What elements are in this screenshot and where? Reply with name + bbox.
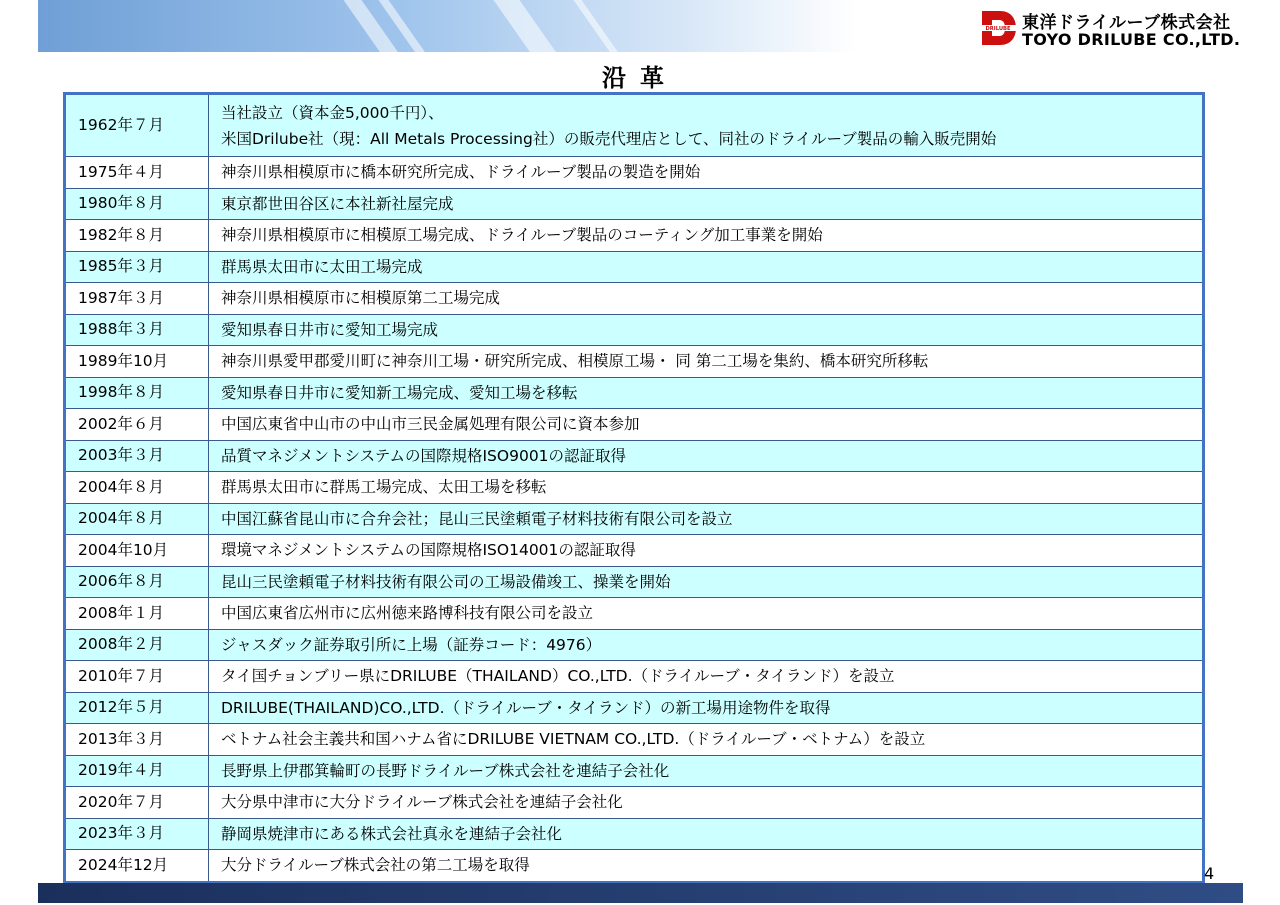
history-event-line: 昆山三民塗頼電子材料技術有限公司の工場設備竣工、操業を開始	[221, 572, 671, 591]
history-event	[209, 787, 1204, 819]
history-row	[65, 787, 1204, 819]
history-date: 2020年７月	[65, 787, 209, 819]
history-row	[65, 692, 1204, 724]
history-date: 2003年３月	[65, 440, 209, 472]
history-event-line: 大分県中津市に大分ドライルーブ株式会社を連結子会社化	[221, 793, 623, 812]
history-date: 2004年８月	[65, 503, 209, 535]
history-event	[209, 598, 1204, 630]
history-row	[65, 377, 1204, 409]
history-event	[209, 157, 1204, 189]
history-event	[209, 692, 1204, 724]
history-event-line: 中国広東省広州市に広州徳来路博科技有限公司を設立	[221, 604, 594, 623]
history-event-line: 環境マネジメントシステムの国際規格ISO14001の認証取得	[221, 541, 636, 560]
history-row	[65, 314, 1204, 346]
history-row	[65, 346, 1204, 378]
history-event	[209, 440, 1204, 472]
history-event-line: 神奈川県愛甲郡愛川町に神奈川工場・研究所完成、相模原工場・ 同 第二工場を集約、橋本研究所移転	[221, 352, 929, 371]
history-row	[65, 188, 1204, 220]
history-date: 2019年４月	[65, 755, 209, 787]
history-event-line: 大分ドライルーブ株式会社の第二工場を取得	[221, 856, 530, 875]
history-row	[65, 629, 1204, 661]
history-date: 2013年３月	[65, 724, 209, 756]
history-event	[209, 251, 1204, 283]
history-event	[209, 188, 1204, 220]
history-event-line: 群馬県太田市に群馬工場完成、太田工場を移転	[221, 478, 547, 497]
history-event-line: 東京都世田谷区に本社新社屋完成	[221, 194, 454, 213]
history-event	[209, 314, 1204, 346]
history-row	[65, 283, 1204, 315]
history-event	[209, 220, 1204, 252]
history-event	[209, 503, 1204, 535]
history-event-line: 神奈川県相模原市に橋本研究所完成、ドライルーブ製品の製造を開始	[221, 163, 701, 182]
history-event	[209, 377, 1204, 409]
history-row	[65, 251, 1204, 283]
svg-text:DRILUBE: DRILUBE	[985, 26, 1011, 32]
history-event	[209, 850, 1204, 883]
drilube-logo-mark-icon	[978, 8, 1018, 48]
company-logo	[978, 6, 1240, 50]
history-date: 2008年２月	[65, 629, 209, 661]
history-row	[65, 440, 1204, 472]
history-event-line: 品質マネジメントシステムの国際規格ISO9001の認証取得	[221, 446, 627, 465]
history-event-line: 愛知県春日井市に愛知工場完成	[221, 320, 439, 339]
history-date: 1988年３月	[65, 314, 209, 346]
history-date: 2006年８月	[65, 566, 209, 598]
page-number: 4	[1204, 864, 1215, 883]
history-event-line: 神奈川県相模原市に相模原第二工場完成	[221, 289, 501, 308]
history-event	[209, 94, 1204, 157]
history-row	[65, 220, 1204, 252]
page-title: 沿革	[602, 64, 678, 92]
history-table	[63, 92, 1205, 884]
history-row	[65, 157, 1204, 189]
history-date: 1975年４月	[65, 157, 209, 189]
history-event-line: 中国江蘇省昆山市に合弁会社；昆山三民塗頼電子材料技術有限公司を設立	[221, 509, 733, 528]
history-table-body	[65, 94, 1204, 883]
history-row	[65, 850, 1204, 883]
history-date: 2004年10月	[65, 535, 209, 567]
history-event-line: DRILUBE(THAILAND)CO.,LTD.（ドライルーブ・タイランド）の新工場用途物件を取得	[221, 698, 831, 717]
history-event	[209, 566, 1204, 598]
history-event-line: タイ国チョンブリー県にDRILUBE（THAILAND）CO.,LTD.（ドライルーブ・タイランド）を設立	[221, 667, 895, 686]
history-date: 2012年５月	[65, 692, 209, 724]
history-row	[65, 409, 1204, 441]
history-date: 1998年８月	[65, 377, 209, 409]
history-date: 2004年８月	[65, 472, 209, 504]
history-event-line: 米国Drilube社（現：All Metals Processing社）の販売代理店として、同社のドライルーブ製品の輸入販売開始	[221, 129, 997, 148]
history-row	[65, 755, 1204, 787]
history-event-line: ジャスダック証券取引所に上場（証券コード：4976）	[221, 635, 602, 654]
history-event	[209, 818, 1204, 850]
history-row	[65, 94, 1204, 157]
history-row	[65, 535, 1204, 567]
history-row	[65, 566, 1204, 598]
history-date: 1980年８月	[65, 188, 209, 220]
history-event	[209, 283, 1204, 315]
history-row	[65, 598, 1204, 630]
decorative-streak	[486, 0, 575, 52]
history-event	[209, 724, 1204, 756]
history-row	[65, 503, 1204, 535]
history-date: 1989年10月	[65, 346, 209, 378]
history-event-line: 当社設立（資本金5,000千円）、	[221, 103, 444, 122]
history-date: 2008年１月	[65, 598, 209, 630]
history-event-line: 中国広東省中山市の中山市三民金属処理有限公司に資本参加	[221, 415, 640, 434]
history-event-line: 愛知県春日井市に愛知新工場完成、愛知工場を移転	[221, 383, 578, 402]
history-event	[209, 346, 1204, 378]
history-event	[209, 535, 1204, 567]
history-date: 1962年７月	[65, 94, 209, 157]
history-event-line: 長野県上伊郡箕輪町の長野ドライルーブ株式会社を連結子会社化	[221, 761, 670, 780]
history-event-line: 神奈川県相模原市に相模原工場完成、ドライルーブ製品のコーティング加工事業を開始	[221, 226, 823, 245]
history-event	[209, 409, 1204, 441]
footer-band	[38, 883, 1243, 903]
company-name-en: TOYO DRILUBE CO.,LTD.	[1022, 30, 1241, 49]
history-row	[65, 661, 1204, 693]
history-event	[209, 661, 1204, 693]
history-date: 2024年12月	[65, 850, 209, 883]
history-date: 1985年３月	[65, 251, 209, 283]
history-row	[65, 472, 1204, 504]
history-event-line: ベトナム社会主義共和国ハナム省にDRILUBE VIETNAM CO.,LTD.（ドライルーブ・ベトナム）を設立	[221, 730, 926, 749]
history-event-line: 静岡県焼津市にある株式会社真永を連結子会社化	[221, 824, 563, 843]
company-name-jp: 東洋ドライルーブ株式会社	[1022, 13, 1231, 33]
history-row	[65, 818, 1204, 850]
history-date: 2002年６月	[65, 409, 209, 441]
history-event	[209, 472, 1204, 504]
history-date: 2023年３月	[65, 818, 209, 850]
history-event	[209, 755, 1204, 787]
history-date: 1987年３月	[65, 283, 209, 315]
history-date: 2010年７月	[65, 661, 209, 693]
history-event	[209, 629, 1204, 661]
history-row	[65, 724, 1204, 756]
history-event-line: 群馬県太田市に太田工場完成	[221, 257, 423, 276]
history-date: 1982年８月	[65, 220, 209, 252]
decorative-streak	[566, 0, 637, 52]
